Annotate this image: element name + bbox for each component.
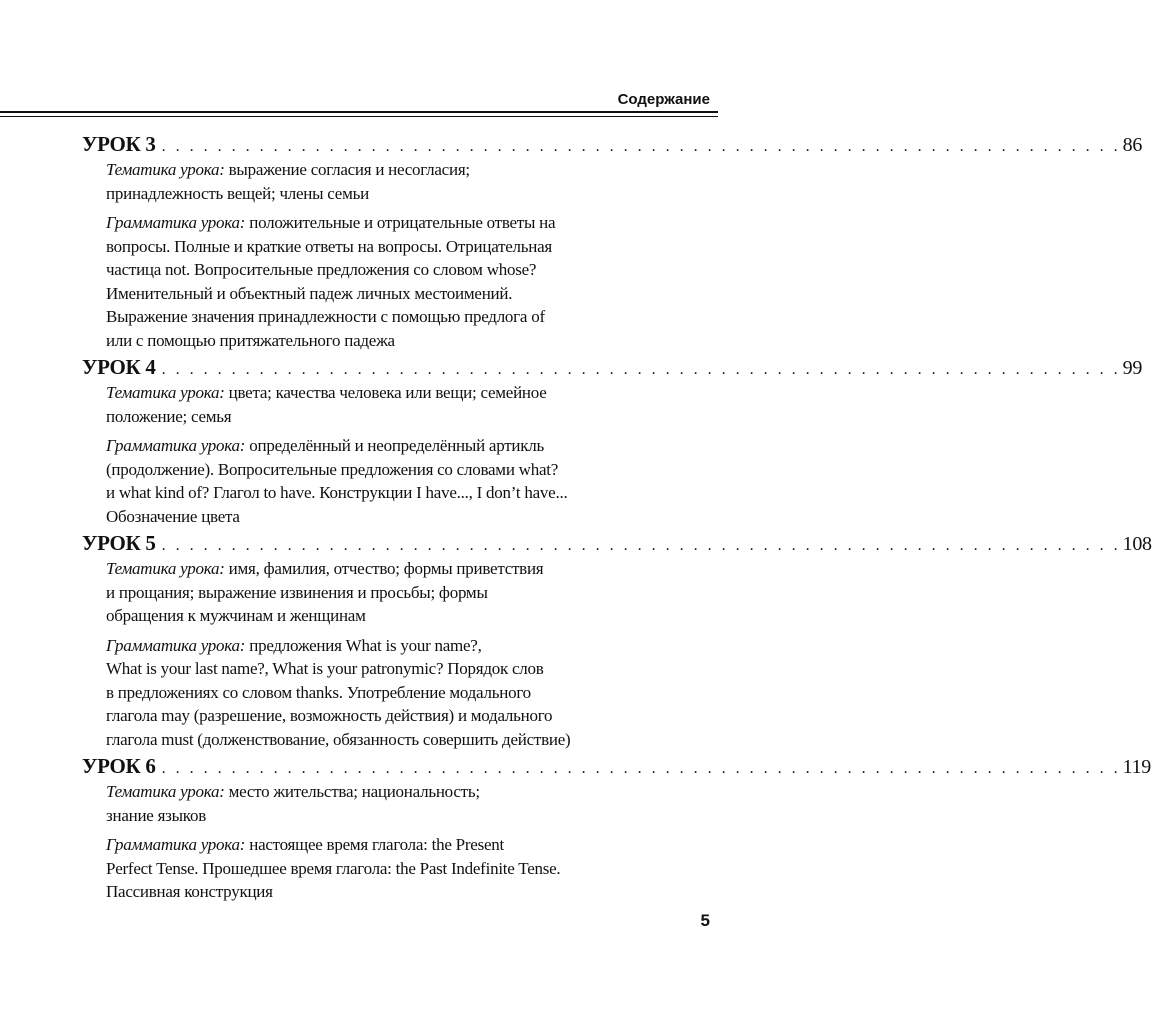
theme-text: положение; семья — [106, 406, 232, 426]
lesson-title: УРОК 4 — [82, 355, 156, 379]
grammar-text: глагола may (разрешение, возможность действия) и модального — [106, 706, 553, 725]
dot-leader: . . . . . . . . . . . . . . . . . . . . . . . . . . . . . . . . . . . . . . . . . . . . . . . . . . . . . . . . . . . . . . . . . . . . . — [161, 760, 1121, 777]
text-line — [106, 780, 710, 804]
grammar-paragraph — [106, 434, 710, 528]
grammar-text: глагола must (долженствование, обязанность совершить действие) — [106, 729, 571, 749]
grammar-paragraph — [106, 634, 710, 752]
text-line — [106, 381, 710, 405]
grammar-paragraph — [106, 211, 710, 352]
grammar-text: Обозначение цвета — [106, 506, 240, 526]
theme-text: имя, фамилия, отчество; формы приветствия — [224, 559, 544, 578]
grammar-text: определённый и неопределённый артикль — [245, 436, 545, 455]
theme-text: цвета; качества человека или вещи; семейное — [224, 383, 547, 402]
grammar-paragraph — [106, 833, 710, 904]
theme-paragraph — [106, 557, 710, 628]
table-of-contents — [82, 130, 1152, 905]
text-line — [106, 434, 710, 458]
dot-leader: . . . . . . . . . . . . . . . . . . . . . . . . . . . . . . . . . . . . . . . . . . . . . . . . . . . . . . . . . . . . . . . . . . . . . — [161, 138, 1121, 155]
text-line — [106, 557, 710, 581]
lesson-heading[interactable] — [82, 529, 1152, 557]
lesson-title: УРОК 3 — [82, 132, 156, 156]
toc-entry-lesson-5 — [82, 529, 1152, 751]
theme-label: Тематика урока: — [106, 383, 225, 402]
theme-paragraph — [106, 381, 710, 428]
lesson-heading[interactable] — [82, 752, 1151, 780]
page-number: 5 — [700, 911, 710, 930]
grammar-text: в предложениях со словом thanks. Употребление модального — [106, 682, 531, 702]
theme-paragraph — [106, 780, 710, 827]
theme-text: знание языков — [106, 805, 206, 825]
lesson-heading[interactable] — [82, 130, 1143, 158]
grammar-text: или с помощью притяжательного падежа — [106, 330, 395, 350]
theme-text: и прощания; выражение извинения и просьбы; формы — [106, 582, 488, 602]
theme-label: Тематика урока: — [106, 160, 225, 179]
grammar-text: Пассивная конструкция — [106, 882, 273, 901]
lesson-page-number: 108 — [1122, 533, 1152, 555]
toc-entry-lesson-6 — [82, 752, 1151, 904]
grammar-label: Грамматика урока: — [106, 635, 246, 655]
grammar-text: Именительный и объектный падеж личных местоимений. — [106, 283, 513, 303]
theme-text: обращения к мужчинам и женщинам — [106, 606, 366, 625]
toc-entry-lesson-4 — [82, 353, 1143, 528]
header-rule-thick — [0, 111, 718, 113]
theme-paragraph — [106, 158, 710, 205]
theme-label: Тематика урока: — [106, 559, 225, 578]
grammar-text: частица not. Вопросительные предложения со словом whose? — [106, 260, 537, 279]
lesson-page-number: 86 — [1122, 134, 1143, 156]
running-head: Содержание — [617, 91, 710, 108]
theme-label: Тематика урока: — [106, 782, 225, 801]
grammar-label: Грамматика урока: — [106, 213, 246, 232]
dot-leader: . . . . . . . . . . . . . . . . . . . . . . . . . . . . . . . . . . . . . . . . . . . . . . . . . . . . . . . . . . . . . . . . . . . . . — [161, 361, 1121, 378]
grammar-text: и what kind of? Глагол to have. Конструкции I have..., I don’t have... — [106, 483, 568, 502]
text-line — [106, 634, 710, 658]
theme-text: выражение согласия и несогласия; — [224, 160, 470, 179]
theme-text: место жительства; национальность; — [224, 782, 480, 801]
grammar-label: Грамматика урока: — [106, 436, 246, 455]
header-rule-thin — [0, 116, 718, 117]
lesson-page-number: 99 — [1122, 357, 1143, 379]
grammar-text: Perfect Tense. Прошедшее время глагола: the Past Indefinite Tense. — [106, 858, 561, 878]
text-line — [106, 211, 710, 235]
grammar-text: (продолжение). Вопросительные предложения со словами what? — [106, 459, 559, 479]
lesson-heading[interactable] — [82, 353, 1143, 381]
grammar-text: вопросы. Полные и краткие ответы на вопросы. Отрицательная — [106, 236, 553, 256]
lesson-title: УРОК 5 — [82, 531, 156, 555]
text-line — [106, 158, 710, 182]
grammar-text: What is your last name?, What is your patronymic? Порядок слов — [106, 659, 544, 678]
grammar-label: Грамматика урока: — [106, 835, 246, 854]
grammar-text: предложения What is your name?, — [245, 635, 482, 655]
lesson-page-number: 119 — [1122, 756, 1151, 778]
grammar-text: настоящее время глагола: the Present — [245, 835, 504, 854]
grammar-text: Выражение значения принадлежности с помощью предлога of — [106, 307, 545, 326]
lesson-title: УРОК 6 — [82, 754, 156, 778]
toc-entry-lesson-3 — [82, 130, 1143, 352]
dot-leader: . . . . . . . . . . . . . . . . . . . . . . . . . . . . . . . . . . . . . . . . . . . . . . . . . . . . . . . . . . . . . . . . . . . . . — [161, 537, 1121, 554]
grammar-text: положительные и отрицательные ответы на — [245, 213, 556, 232]
theme-text: принадлежность вещей; члены семьи — [106, 183, 369, 203]
text-line — [106, 833, 710, 857]
